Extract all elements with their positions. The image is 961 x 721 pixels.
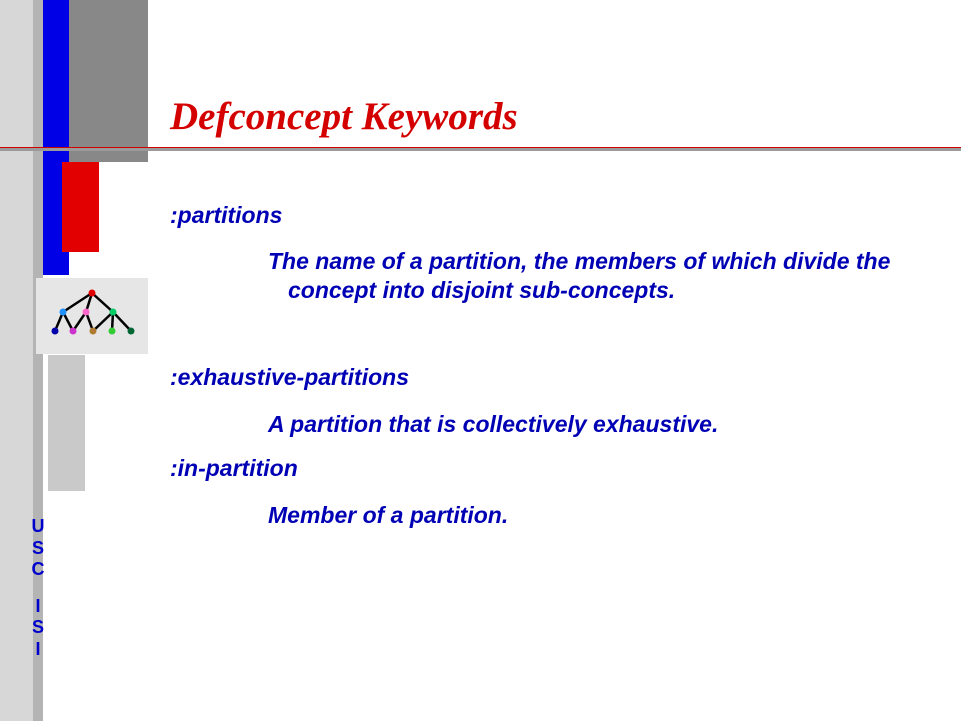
description-exhaustive-partitions bbox=[268, 410, 938, 439]
tree-hierarchy-icon bbox=[36, 278, 148, 354]
keyword-partitions: :partitions bbox=[170, 202, 283, 228]
side-letter-gap bbox=[28, 581, 48, 596]
red-block bbox=[62, 162, 99, 252]
title-rule bbox=[0, 148, 961, 151]
description-in-partition bbox=[268, 501, 938, 530]
keyword-exhaustive-partitions: :exhaustive-partitions bbox=[170, 364, 409, 390]
side-letter: S bbox=[31, 617, 44, 637]
slide-title: Defconcept Keywords bbox=[170, 95, 518, 138]
top-gray-block bbox=[69, 0, 148, 162]
description-partitions bbox=[268, 247, 938, 305]
lower-gray-block bbox=[48, 355, 85, 491]
title-rule-accent bbox=[0, 147, 961, 148]
side-letter: S bbox=[31, 537, 44, 558]
side-letter: I bbox=[35, 638, 41, 659]
keyword-in-partition: :in-partition bbox=[170, 455, 298, 481]
usc-isi-vertical-label bbox=[28, 516, 48, 660]
description-text: Member of a partition. bbox=[268, 502, 509, 528]
logo-box bbox=[36, 278, 148, 354]
side-letter: U bbox=[31, 516, 45, 536]
side-letter: C bbox=[31, 559, 45, 579]
side-letter: I bbox=[35, 595, 41, 616]
description-text: The name of a partition, the members of which divide the concept into disjoint sub-concepts. bbox=[268, 248, 891, 303]
description-text: A partition that is collectively exhaustive. bbox=[268, 411, 719, 437]
